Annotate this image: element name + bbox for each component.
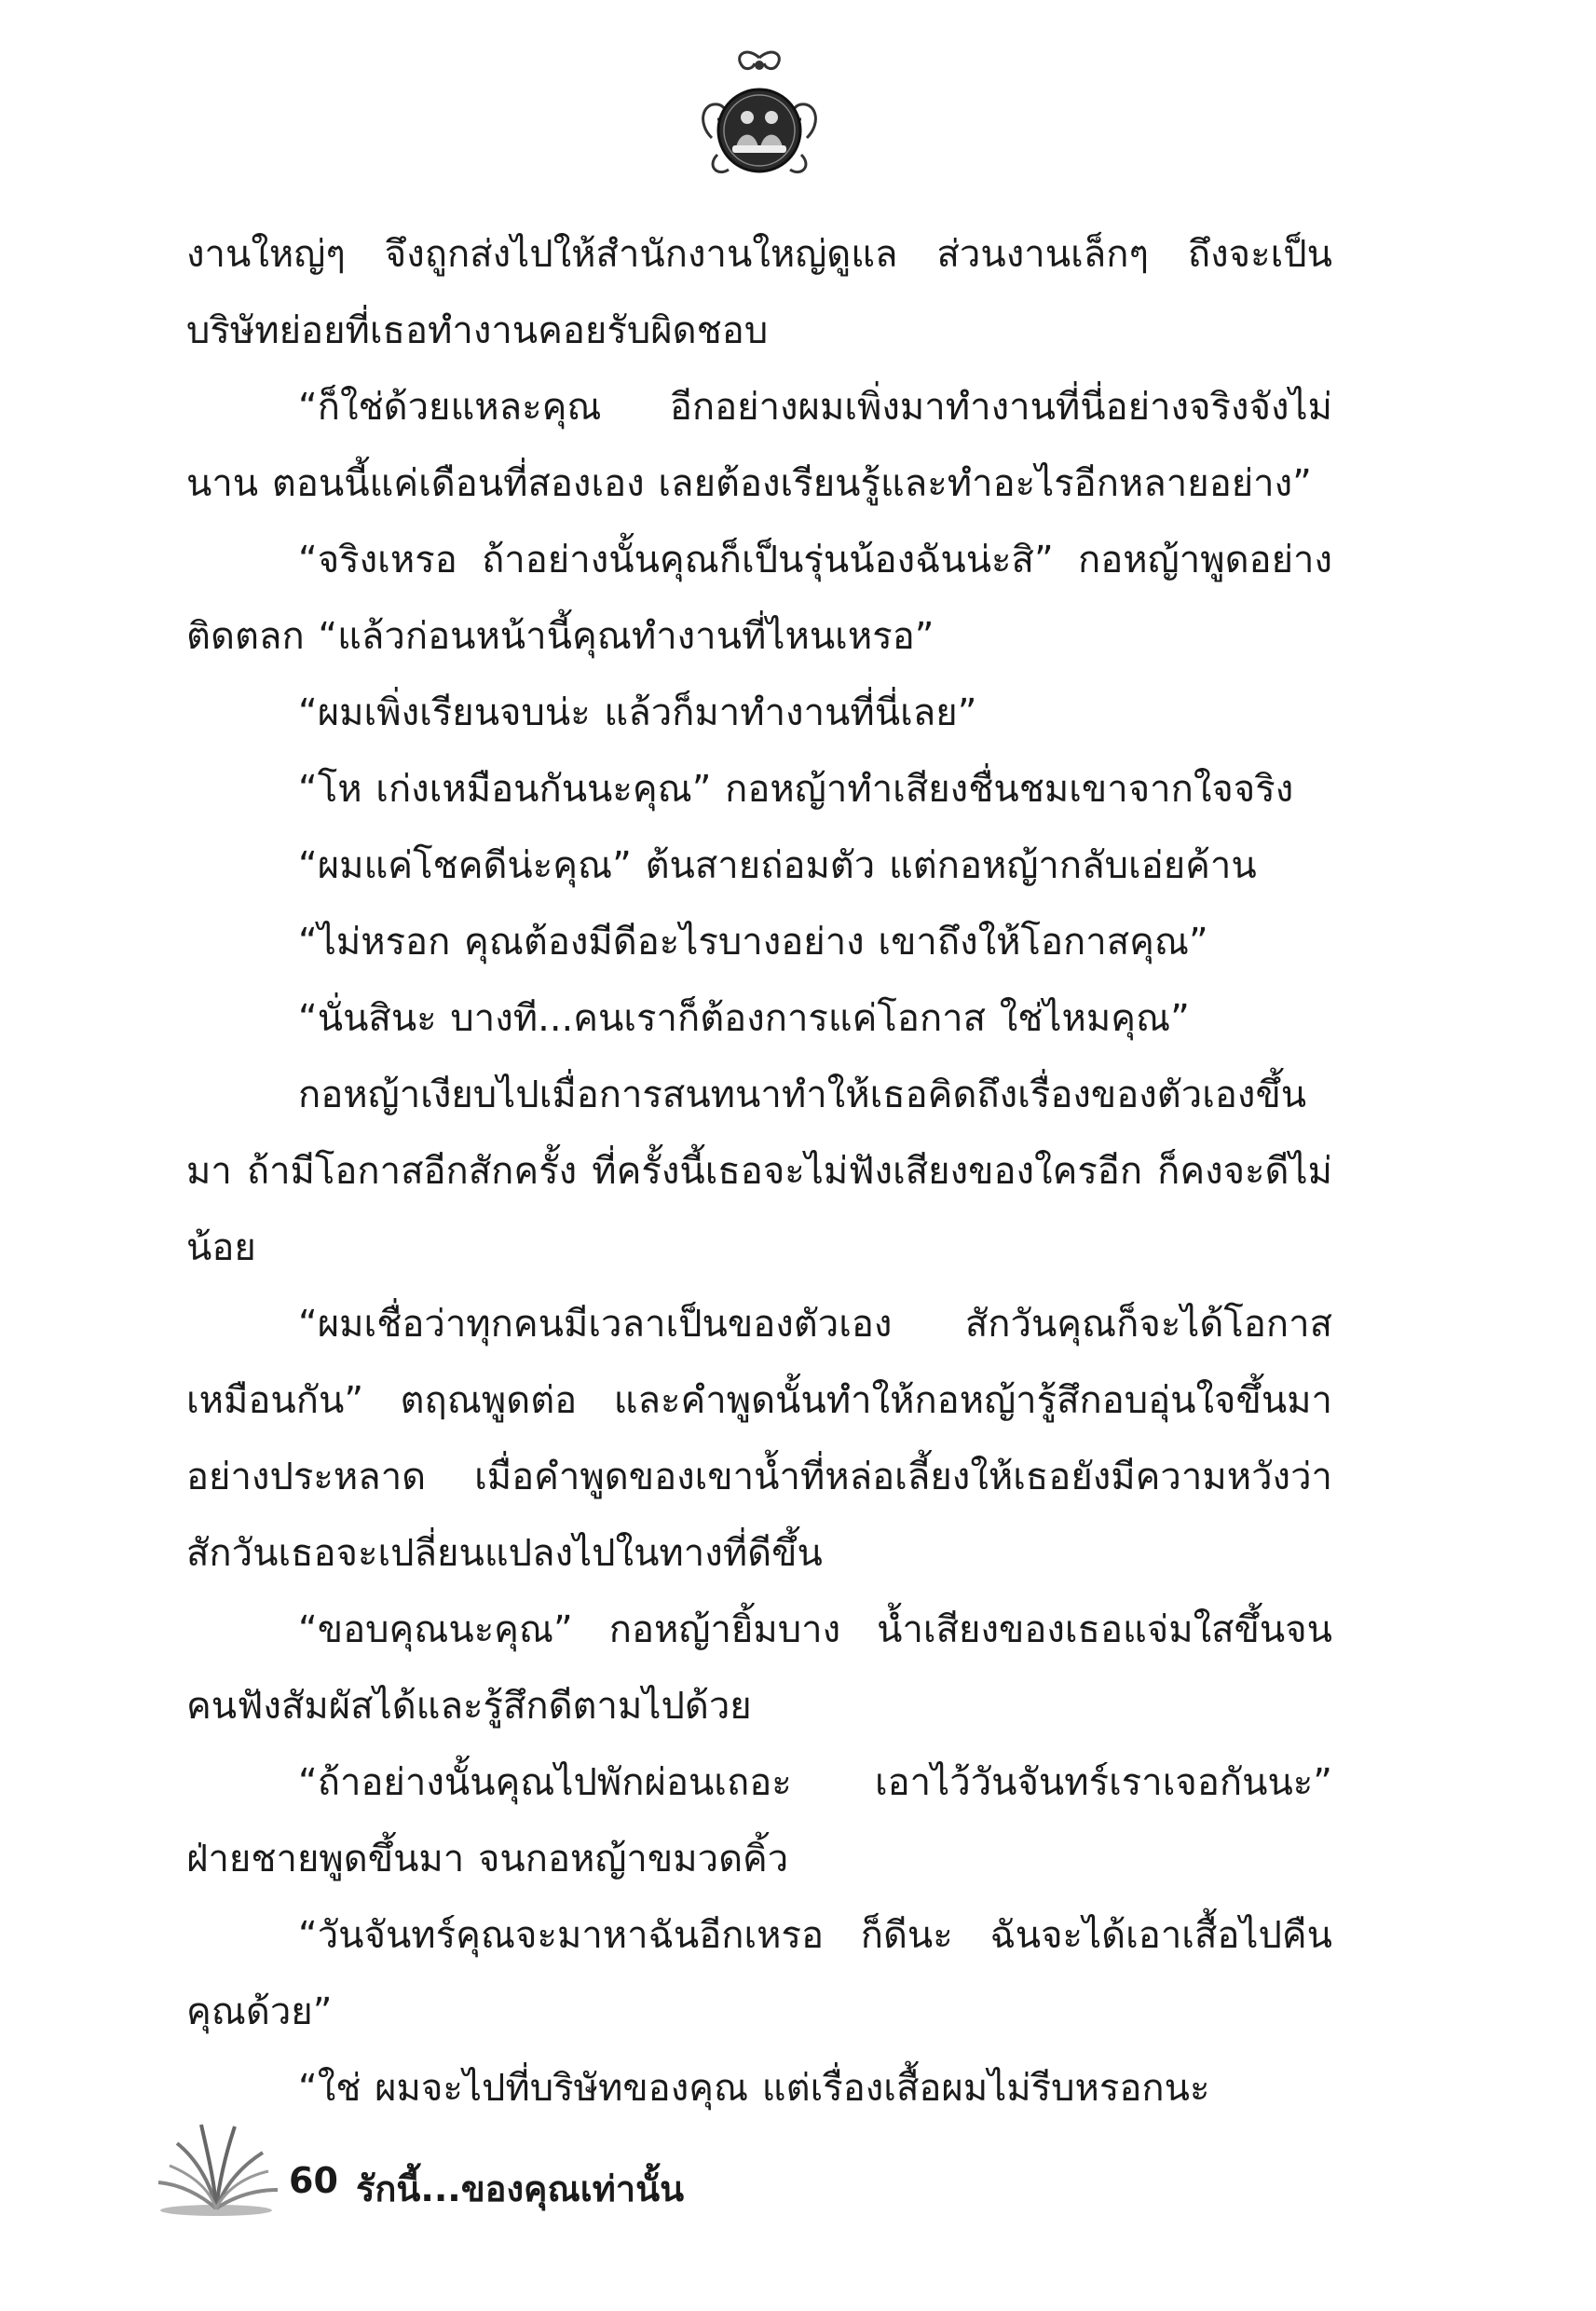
paragraph: “นั่นสินะ บางที...คนเราก็ต้องการแค่โอกาส ใช่ไหมคุณ” [298,997,1190,1040]
body-text [186,216,1332,2126]
paragraph: กอหญ้าเงียบไปเมื่อการสนทนาทำให้เธอคิดถึงเรื่องของตัวเองขึ้นมา ถ้ามีโอกาสอีกสักครั้ง ที่ครั้งนี้เธอจะไม่ฟังเสียงของใครอีก ก็คงจะดีไม่น้อย [186,1073,1332,1269]
paragraph: “ใช่ ผมจะไปที่บริษัทของคุณ แต่เรื่องเสื้อผมไม่รีบหรอกนะ [298,2067,1210,2110]
paragraph: “ไม่หรอก คุณต้องมีดีอะไรบางอย่าง เขาถึงให้โอกาสคุณ” [298,921,1208,964]
page-number: 60 [289,2160,338,2201]
book-title: รักนี้...ของคุณเท่านั้น [356,2168,685,2209]
paragraph: “ก็ใช่ด้วยแหละคุณ อีกอย่างผมเพิ่งมาทำงานที่นี่อย่างจริงจังไม่นาน ตอนนี้แค่เดือนที่สองเอง เลยต้องเรียนรู้และทำอะไรอีกหลายอย่าง” [186,386,1332,505]
paragraph: “ผมแค่โชคดีน่ะคุณ” ต้นสายถ่อมตัว แต่กอหญ้ากลับเอ่ยค้าน [298,844,1257,887]
paragraph: “โห เก่งเหมือนกันนะคุณ” กอหญ้าทำเสียงชื่นชมเขาจากใจจริง [298,768,1294,811]
paragraph: “วันจันทร์คุณจะมาหาฉันอีกเหรอ ก็ดีนะ ฉันจะได้เอาเสื้อไปคืนคุณด้วย” [186,1914,1332,2033]
paragraph: งานใหญ่ๆ จึงถูกส่งไปให้สำนักงานใหญ่ดูแล ส่วนงานเล็กๆ ถึงจะเป็นบริษัทย่อยที่เธอทำงานคอยรับผิดชอบ [186,233,1332,352]
grass-plant-icon [149,2117,289,2220]
paragraph: “จริงเหรอ ถ้าอย่างนั้นคุณก็เป็นรุ่นน้องฉันน่ะสิ” กอหญ้าพูดอย่างติดตลก “แล้วก่อนหน้านี้คุณทำงานที่ไหนเหรอ” [186,539,1332,658]
paragraph: “ถ้าอย่างนั้นคุณไปพักผ่อนเถอะ เอาไว้วันจันทร์เราเจอกันนะ” ฝ่ายชายพูดขึ้นมา จนกอหญ้าขมวดคิ้ว [186,1761,1332,1880]
page-footer [149,2117,801,2220]
paragraph: “ผมเพิ่งเรียนจบน่ะ แล้วก็มาทำงานที่นี่เลย” [298,691,977,734]
paragraph: “ขอบคุณนะคุณ” กอหญ้ายิ้มบาง น้ำเสียงของเธอแจ่มใสขึ้นจนคนฟังสัมผัสได้และรู้สึกดีตามไปด้วย [186,1608,1332,1728]
publisher-logo-icon [689,45,829,185]
paragraph: “ผมเชื่อว่าทุกคนมีเวลาเป็นของตัวเอง สักวันคุณก็จะได้โอกาสเหมือนกัน” ตฤณพูดต่อ และคำพูดนั้นทำให้กอหญ้ารู้สึกอบอุ่นใจขึ้นมาอย่างประหลาด เมื่อคำพูดของเขาน้ำที่หล่อเลี้ยงให้เธอยังมีความหวังว่าสักวันเธอจะเปลี่ยนแปลงไปในทางที่ดีขึ้น [186,1303,1332,1575]
